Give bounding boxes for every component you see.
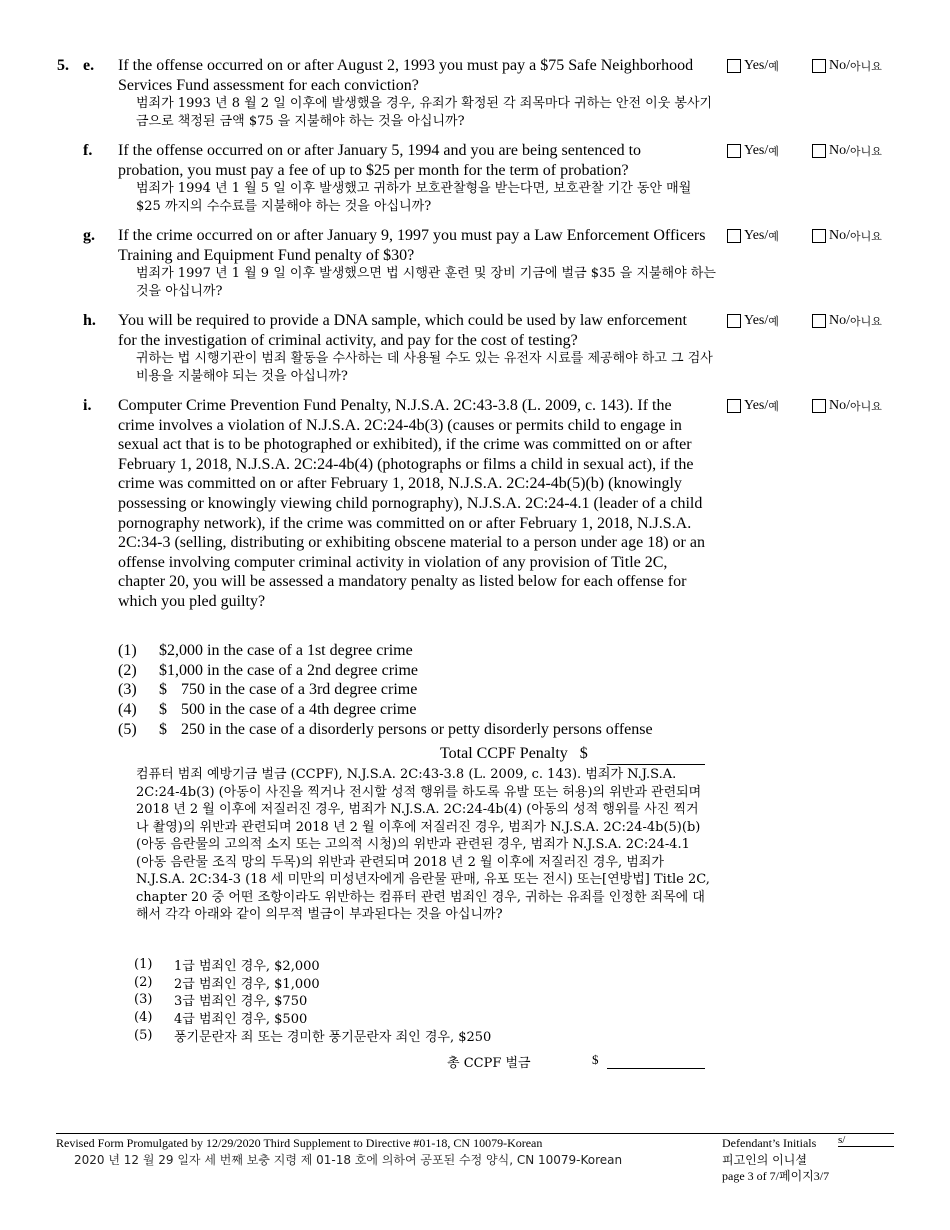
yes-label: Yes/: [744, 313, 769, 328]
yes-label: Yes/: [744, 398, 769, 413]
footer-revised-en: Revised Form Promulgated by 12/29/2020 Third Supplement to Directive #01-18, CN 10079-Korean: [56, 1136, 543, 1150]
checkbox-square[interactable]: [812, 314, 826, 328]
no-checkbox-i[interactable]: [812, 398, 882, 414]
yes-label-ko: 예: [768, 230, 779, 243]
no-label-ko: 아니요: [850, 400, 882, 413]
page-number: page 3 of 7/페이지3/7: [722, 1169, 830, 1183]
total-ccpf-penalty: [440, 745, 588, 763]
total-currency: $: [579, 745, 588, 762]
item-f-english: If the offense occurred on or after January 5, 1994 and you are being sentenced to probation, you must pay a fee of up to $25 per month for the term of probation?: [118, 142, 642, 179]
no-label-ko: 아니요: [850, 230, 882, 243]
total-ccpf-penalty-ko: [447, 1052, 531, 1071]
checkbox-square[interactable]: [727, 399, 741, 413]
initials-label: Defendant’s Initials: [722, 1136, 817, 1150]
item-letter-f: f.: [83, 142, 93, 159]
total-penalty-input[interactable]: [607, 764, 705, 765]
list-item: (1) $ 2,000 in the case of a 1st degree crime: [118, 641, 413, 659]
checkbox-square[interactable]: [812, 144, 826, 158]
yes-checkbox-f[interactable]: [727, 143, 779, 159]
item-g-korean: 범죄가 1997 년 1 월 9 일 이후 발생했으면 법 시행관 훈련 및 장비 기금에 벌금 $35 을 지불해야 하는 것을 아십니까?: [136, 266, 716, 299]
yes-label: Yes/: [744, 143, 769, 158]
no-label-ko: 아니요: [850, 145, 882, 158]
list-item: (3) 3급 범죄인 경우, $750: [134, 992, 308, 1010]
footer-revised-ko: 2020 년 12 월 29 일자 세 번째 보충 지령 제 01-18 호에 의하여 공포된 수정 양식, CN 10079-Korean: [74, 1153, 623, 1167]
total-penalty-ko-input[interactable]: [607, 1068, 705, 1069]
list-item: (4) $ 500 in the case of a 4th degree crime: [118, 700, 417, 718]
yes-label-ko: 예: [768, 315, 779, 328]
no-checkbox-e[interactable]: [812, 58, 882, 74]
checkbox-square[interactable]: [812, 399, 826, 413]
yes-label: Yes/: [744, 58, 769, 73]
checkbox-square[interactable]: [727, 229, 741, 243]
yes-label: Yes/: [744, 228, 769, 243]
yes-checkbox-g[interactable]: [727, 228, 779, 244]
no-label: No/: [829, 228, 850, 243]
list-item: (4) 4급 범죄인 경우, $500: [134, 1010, 308, 1028]
penalty-list: [118, 641, 653, 739]
item-i-english: Computer Crime Prevention Fund Penalty, N.J.S.A. 2C:43-3.8 (L. 2009, c. 143). If the crime involves a violation of N.J.S.A. 2C:24-4b(3) (causes or permits child to engage in sexual act that is to be photographed or exhibited), if the crime was committed on or after February 1, 2018, N.J.S.A. 2C:24-4b(4) (photographs or films a child in sexual act), if the crime was committed on or after February 1, 2018, N.J.S.A. 2C:24-4b(5)(b) (knowingly possessing or knowingly viewing child pornography), N.J.S.A. 2C:24-4.1 (leader of a child pornography network), if the crime was committed on or after February 1, 2018, N.J.S.A. 2C:34-3 (selling, distributing or exhibiting obscene material to a person under age 18) or an offense involving computer criminal activity in violation of any provision of Title 2C, chapter 20, you will be assessed a mandatory penalty as listed below for each offense for which you pled guilty?: [118, 397, 705, 610]
yes-checkbox-e[interactable]: [727, 58, 779, 74]
item-e-korean: 범죄가 1993 년 8 월 2 일 이후에 발생했을 경우, 유죄가 확정된 각 죄목마다 귀하는 안전 이웃 봉사기금으로 책정된 금액 $75 을 지불해야 하는 것을 아십니까?: [136, 96, 713, 129]
footer-divider: [56, 1133, 894, 1134]
list-item: (5) $ 250 in the case of a disorderly persons or petty disorderly persons offense: [118, 720, 653, 738]
total-label: Total CCPF Penalty: [440, 745, 568, 762]
item-letter-i: i.: [83, 397, 92, 414]
item-letter-e: e.: [83, 57, 95, 74]
item-h-korean: 귀하는 법 시행기관이 범죄 활동을 수사하는 데 사용될 수도 있는 유전자 시료를 제공해야 하고 그 검사비용을 지불해야 되는 것을 아십니까?: [136, 351, 713, 384]
yes-checkbox-h[interactable]: [727, 313, 779, 329]
no-checkbox-g[interactable]: [812, 228, 882, 244]
no-checkbox-f[interactable]: [812, 143, 882, 159]
checkbox-square[interactable]: [727, 59, 741, 73]
item-letter-h: h.: [83, 312, 96, 329]
checkbox-square[interactable]: [727, 314, 741, 328]
checkbox-square[interactable]: [812, 59, 826, 73]
checkbox-square[interactable]: [812, 229, 826, 243]
list-item: (2) $ 1,000 in the case of a 2nd degree crime: [118, 661, 419, 679]
no-label: No/: [829, 398, 850, 413]
total-label-ko: 총 CCPF 벌금: [447, 1056, 531, 1071]
yes-label-ko: 예: [768, 400, 779, 413]
no-label-ko: 아니요: [850, 315, 882, 328]
item-i-korean: 컴퓨터 범죄 예방기금 벌금 (CCPF), N.J.S.A. 2C:43-3.8 (L. 2009, c. 143). 범죄가 N.J.S.A. 2C:24-4b(3) (아동이 사진을 찍거나 전시할 성적 행위를 하도록 유발 또는 허용)의 위반과 관련되며 2018 년 2 월 이후에 저질러진 경우, 범죄가 N.J.S.A. 2C:24-4b(4) (아동의 성적 행위를 사진 찍거나 촬영)의 위반과 관련되며 2018 년 2 월 이후에 저질러진 경우, 범죄가 N.J.S.A. 2C:24-4b(5)(b) (아동 음란물의 고의적 소지 또는 고의적 시청)의 위반과 관련된 경우, 범죄가 N.J.S.A. 2C:24-4.1 (아동 음란물 조직 망의 두목)의 위반과 관련되며 2018 년 2 월 이후에 저질러진 경우, 범죄가 N.J.S.A. 2C:34-3 (18 세 미만의 미성년자에게 음란물 판매, 유포 또는 전시) 또는[연방법] Title 2C, chapter 20 중 어떤 조항이라도 위반하는 컴퓨터 관련 범죄인 경우, 귀하는 유죄를 인정한 죄목에 대해서 각각 아래와 같이 의무적 벌금이 부과된다는 것을 아십니까?: [136, 767, 710, 922]
initials-label-ko: 피고인의 이니셜: [722, 1153, 807, 1167]
item-letter-g: g.: [83, 227, 95, 244]
initials-field[interactable]: s/: [838, 1134, 894, 1147]
item-h-english: You will be required to provide a DNA sample, which could be used by law enforcement for the investigation of criminal activity, and pay for the cost of testing?: [118, 312, 687, 349]
question-number: 5.: [57, 57, 69, 74]
yes-checkbox-i[interactable]: [727, 398, 779, 414]
defendant-initials: [722, 1136, 816, 1151]
item-e-english: If the offense occurred on or after August 2, 1993 you must pay a $75 Safe Neighborhood Services Fund assessment for each conviction?: [118, 57, 694, 94]
yes-label-ko: 예: [768, 145, 779, 158]
no-label: No/: [829, 313, 850, 328]
item-g-english: If the crime occurred on or after January 9, 1997 you must pay a Law Enforcement Officers Training and Equipment Fund penalty of $30?: [118, 227, 706, 264]
yes-label-ko: 예: [768, 60, 779, 73]
no-label: No/: [829, 143, 850, 158]
no-label-ko: 아니요: [850, 60, 882, 73]
no-checkbox-h[interactable]: [812, 313, 882, 329]
penalty-list-ko: [134, 956, 491, 1044]
list-item: (5) 풍기문란자 죄 또는 경미한 풍기문란자 죄인 경우, $250: [134, 1027, 492, 1045]
list-item: (3) $ 750 in the case of a 3rd degree crime: [118, 681, 418, 699]
item-f-korean: 범죄가 1994 년 1 월 5 일 이후 발생했고 귀하가 보호관찰형을 받는다면, 보호관찰 기간 동안 매월 $25 까지의 수수료를 지불해야 하는 것을 아십니까?: [136, 181, 692, 214]
checkbox-square[interactable]: [727, 144, 741, 158]
list-item: (2) 2급 범죄인 경우, $1,000: [134, 974, 320, 992]
total-currency-ko: $: [592, 1052, 599, 1067]
no-label: No/: [829, 58, 850, 73]
list-item: (1) 1급 범죄인 경우, $2,000: [134, 957, 320, 975]
